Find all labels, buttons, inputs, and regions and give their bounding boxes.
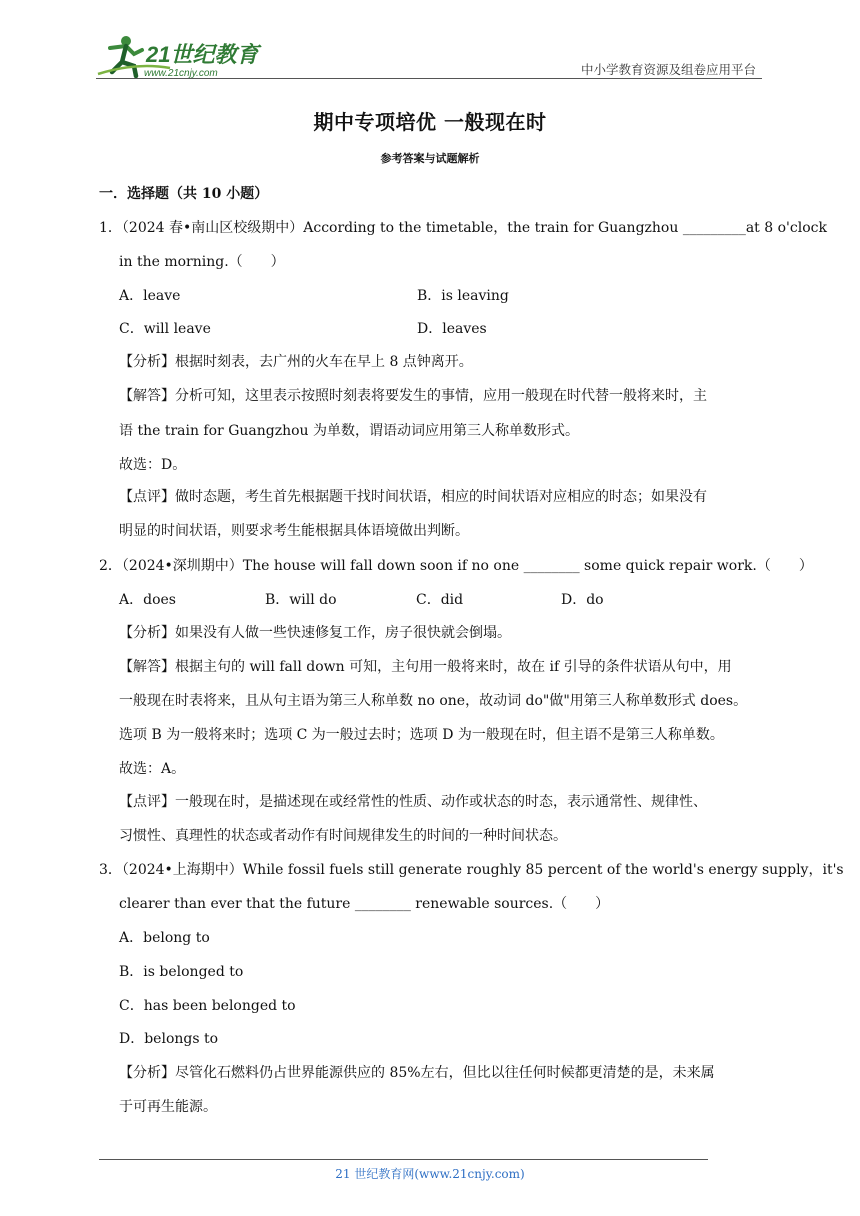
q3-option-d: D．belongs to (119, 1031, 219, 1047)
q2-analysis: 【分析】如果没有人做一些快速修复工作，房子很快就会倒塌。 (119, 625, 511, 641)
q1-answer-line1: 【解答】分析可知，这里表示按照时刻表将要发生的事情，应用一般现在时代替一般将来时，主 (119, 388, 707, 404)
q2-option-d: D．do (561, 592, 604, 608)
q3-stem-line1: 3．（2024•上海期中）While fossil fuels still generate roughly 85 percent of the world's energy supply，it's (99, 862, 844, 878)
header-divider (96, 78, 762, 79)
q2-stem: 2．（2024•深圳期中）The house will fall down soon if no one ________ some quick repair work.（ ） (99, 558, 813, 574)
q2-comment-line2: 习惯性、真理性的状态或者动作有时间规律发生的时间的一种时间状态。 (119, 828, 567, 844)
q1-comment-line2: 明显的时间状语，则要求考生能根据具体语境做出判断。 (119, 523, 469, 539)
q1-analysis: 【分析】根据时刻表，去广州的火车在早上 8 点钟离开。 (119, 354, 473, 370)
section-heading: 一．选择题（共 10 小题） (99, 186, 269, 202)
q1-choice: 故选：D。 (119, 457, 187, 473)
page-title: 期中专项培优 一般现在时 (313, 110, 547, 134)
q1-stem-line2: in the morning.（ ） (119, 254, 285, 270)
svg-text:www.21cnjy.com: www.21cnjy.com (144, 68, 218, 79)
q2-comment-line1: 【点评】一般现在时，是描述现在或经常性的性质、动作或状态的时态，表示通常性、规律性、 (119, 794, 707, 810)
q3-option-b: B．is belonged to (119, 964, 244, 980)
q2-option-b: B．will do (265, 592, 337, 608)
runner-logo-icon (96, 32, 266, 82)
svg-text:21世纪教育: 21世纪教育 (146, 42, 259, 67)
q1-option-c: C．will leave (119, 321, 211, 337)
q1-answer-line2: 语 the train for Guangzhou 为单数，谓语动词应用第三人称单数形式。 (119, 423, 580, 439)
footer-link[interactable]: 21 世纪教育网(www.21cnjy.com) (335, 1167, 525, 1181)
q2-choice: 故选：A。 (119, 761, 186, 777)
q1-option-d: D．leaves (417, 321, 487, 337)
q2-answer-line2: 一般现在时表将来，且从句主语为第三人称单数 no one，故动词 do"做"用第三人称单数形式 does。 (119, 693, 748, 709)
page-subtitle: 参考答案与试题解析 (380, 152, 480, 165)
q1-option-a: A．leave (119, 288, 181, 304)
q3-stem-line2: clearer than ever that the future ________ renewable sources.（ ） (119, 896, 610, 912)
q3-option-a: A．belong to (119, 930, 210, 946)
q1-comment-line1: 【点评】做时态题，考生首先根据题干找时间状语，相应的时间状语对应相应的时态；如果没有 (119, 489, 707, 505)
q1-option-b: B．is leaving (417, 288, 509, 304)
q2-option-c: C．did (416, 592, 464, 608)
q2-answer-line3: 选项 B 为一般将来时；选项 C 为一般过去时；选项 D 为一般现在时，但主语不是第三人称单数。 (119, 727, 724, 743)
footer-divider (99, 1159, 708, 1160)
site-logo[interactable] (96, 32, 266, 82)
q3-analysis-line2: 于可再生能源。 (119, 1099, 217, 1115)
site-name: 中小学教育资源及组卷应用平台 (580, 62, 756, 77)
q2-option-a: A．does (119, 592, 176, 608)
q1-stem-line1: 1．（2024 春•南山区校级期中）According to the timetable，the train for Guangzhou _________at 8 o'clock (99, 220, 827, 236)
q3-analysis-line1: 【分析】尽管化石燃料仍占世界能源供应的 85%左右，但比以往任何时候都更清楚的是，未来属 (119, 1065, 715, 1081)
q2-answer-line1: 【解答】根据主句的 will fall down 可知，主句用一般将来时，故在 if 引导的条件状语从句中，用 (119, 659, 732, 675)
q3-option-c: C．has been belonged to (119, 998, 296, 1014)
